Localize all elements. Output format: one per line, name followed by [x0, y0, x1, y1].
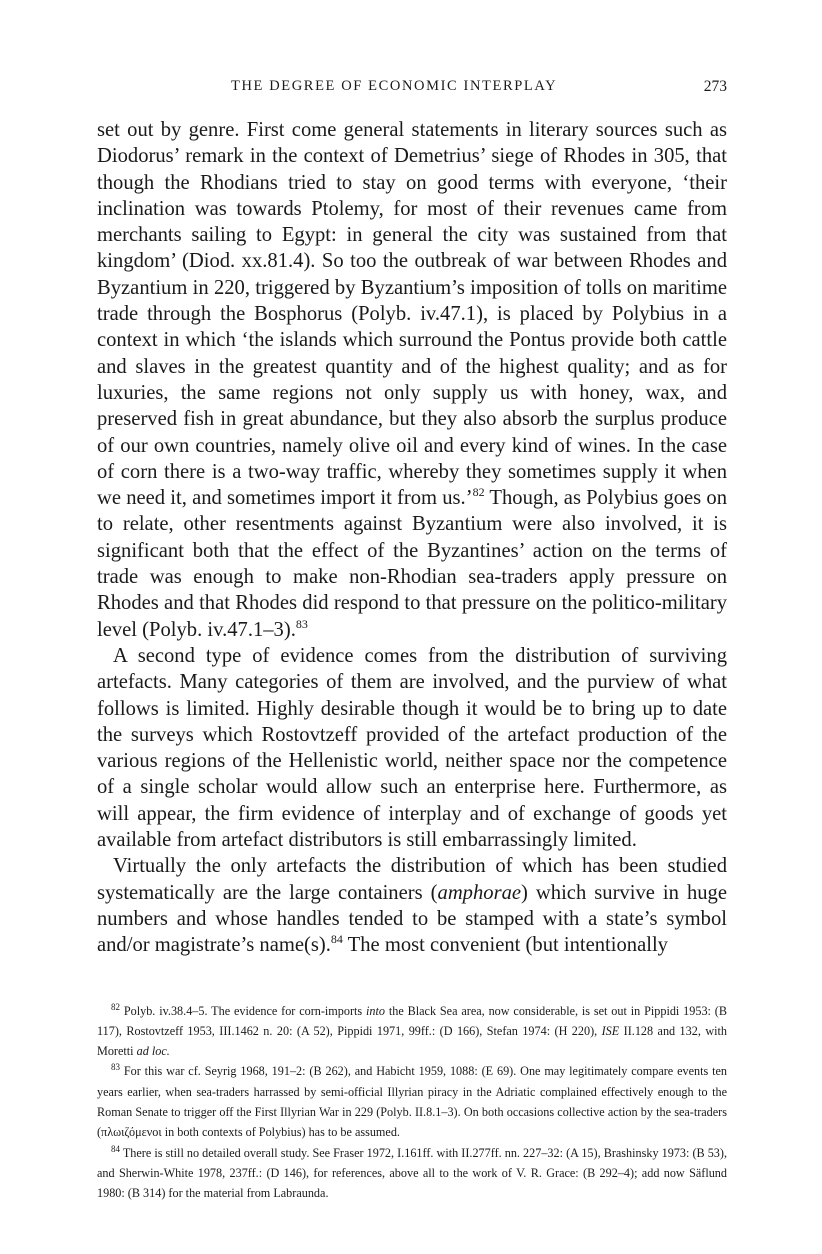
- page-number: 273: [703, 78, 727, 95]
- running-title: THE DEGREE OF ECONOMIC INTERPLAY: [231, 78, 558, 94]
- footnote-italic: ISE: [601, 1023, 620, 1038]
- footnote-ref-84[interactable]: 84: [330, 932, 343, 947]
- paragraph-text: Though, as Polybius goes on to relate, other resentments against Byzantium were also involved, it is significant both that the effect of the Byzantines’ action on the terms of trade was enough to make non-Rhodian sea-traders apply pressure on Rhodes and that Rhodes did respond to that pressure on the politico-military level (Polyb. iv.47.1–3).: [97, 487, 727, 641]
- footnote-italic: into: [366, 1003, 385, 1018]
- paragraph-text: The most convenient (but intentionally: [342, 934, 668, 957]
- footnote-text: There is still no detailed overall study. See Fraser 1972, I.161ff. with II.277ff. nn. 227–32: (A 15), Brashinsky 1973: (B 53), and Sherwin-White 1978, 237ff.: (D 146), for references, above all to the work of V. R. Grace: (B 292–4); add now Säflund 1980: (B 314) for the material from Labraunda.: [97, 1145, 727, 1201]
- paragraph-text: Virtually the only artefacts the distribution of which has been studied systematically are the large containers (: [97, 855, 727, 904]
- footnote-number: 83: [111, 1062, 120, 1073]
- footnote-text: the Black Sea area, now considerable, is set out in Pippidi 1953: (B 117), Rostovtzeff 1953, III.1462 n. 20: (A 52), Pippidi 1971, 99ff.: (D 166), Stefan 1974: (H 220),: [97, 1003, 727, 1038]
- footnote-ref-82[interactable]: 82: [472, 485, 485, 500]
- footnote-italic: ad loc.: [136, 1044, 170, 1059]
- paragraph-3: [97, 853, 727, 958]
- paragraph-2: A second type of evidence comes from the distribution of surviving artefacts. Many categories of them are involved, and the purview of what follows is limited. Highly desirable though it would be to bring up to date the surveys which Rostovtzeff provided of the artefact production of the various regions of the Hellenistic world, neither space nor the competence of a single scholar would allow such an enterprise here. Furthermore, as will appear, the firm evidence of interplay and of exchange of goods yet available from artefact distributors is still embarrassingly limited.: [97, 644, 727, 852]
- footnote-number: 84: [111, 1143, 120, 1154]
- footnote-84: [97, 1143, 727, 1204]
- paragraph-1: [97, 117, 727, 643]
- body-text: [97, 117, 727, 959]
- running-head: [97, 78, 727, 104]
- footnote-text: For this war cf. Seyrig 1968, 191–2: (B 262), and Habicht 1959, 1088: (E 69). One may legitimately compare events ten years earlier, when sea-traders harrassed by semi-official Illyrian piracy in the Adriatic complained effectively enough to the Roman Senate to trigger off the First Illyrian War in 229 (Polyb. II.8.1–3). On both occasions collective action by the sea-traders (πλωιζόμενοι in both contexts of Polybius) has to be assumed.: [97, 1064, 727, 1140]
- italic-term: amphorae: [437, 881, 522, 904]
- paragraph-text: set out by genre. First come general statements in literary sources such as Diodorus’ remark in the context of Demetrius’ siege of Rhodes in 305, that though the Rhodians tried to stay on good terms with everyone, ‘their inclination was towards Ptolemy, for most of their revenues came from merchants sailing to Egypt: in general the city was sustained from that kingdom’ (Diod. xx.81.4). So too the outbreak of war between Rhodes and Byzantium in 220, triggered by Byzantium’s imposition of tolls on maritime trade through the Bosphorus (Polyb. iv.47.1), is placed by Polybius in a context in which ‘the islands which surround the Pontus provide both cattle and slaves in the greatest quantity and of the highest quality; and as for luxuries, the same regions not only supply us with honey, wax, and preserved fish in great abundance, but they also absorb the surplus produce of our own countries, namely olive oil and every kind of wines. In the case of corn there is a two-way traffic, whereby they sometimes supply it when we need it, and sometimes import it from us.’: [97, 119, 727, 510]
- footnote-number: 82: [111, 1001, 120, 1012]
- footnote-83: [97, 1061, 727, 1142]
- footnote-text: II.128 and 132, with Moretti: [97, 1023, 727, 1059]
- footnotes: [97, 1001, 727, 1204]
- paragraph-text: ) which survive in huge numbers and whose handles tended to be stamped with a state’s symbol and/or magistrate’s name(s).: [97, 881, 727, 957]
- book-page: [97, 78, 727, 1203]
- footnote-text: Polyb. iv.38.4–5. The evidence for corn-imports: [120, 1003, 367, 1018]
- footnote-82: [97, 1001, 727, 1062]
- footnote-ref-83[interactable]: 83: [295, 616, 308, 631]
